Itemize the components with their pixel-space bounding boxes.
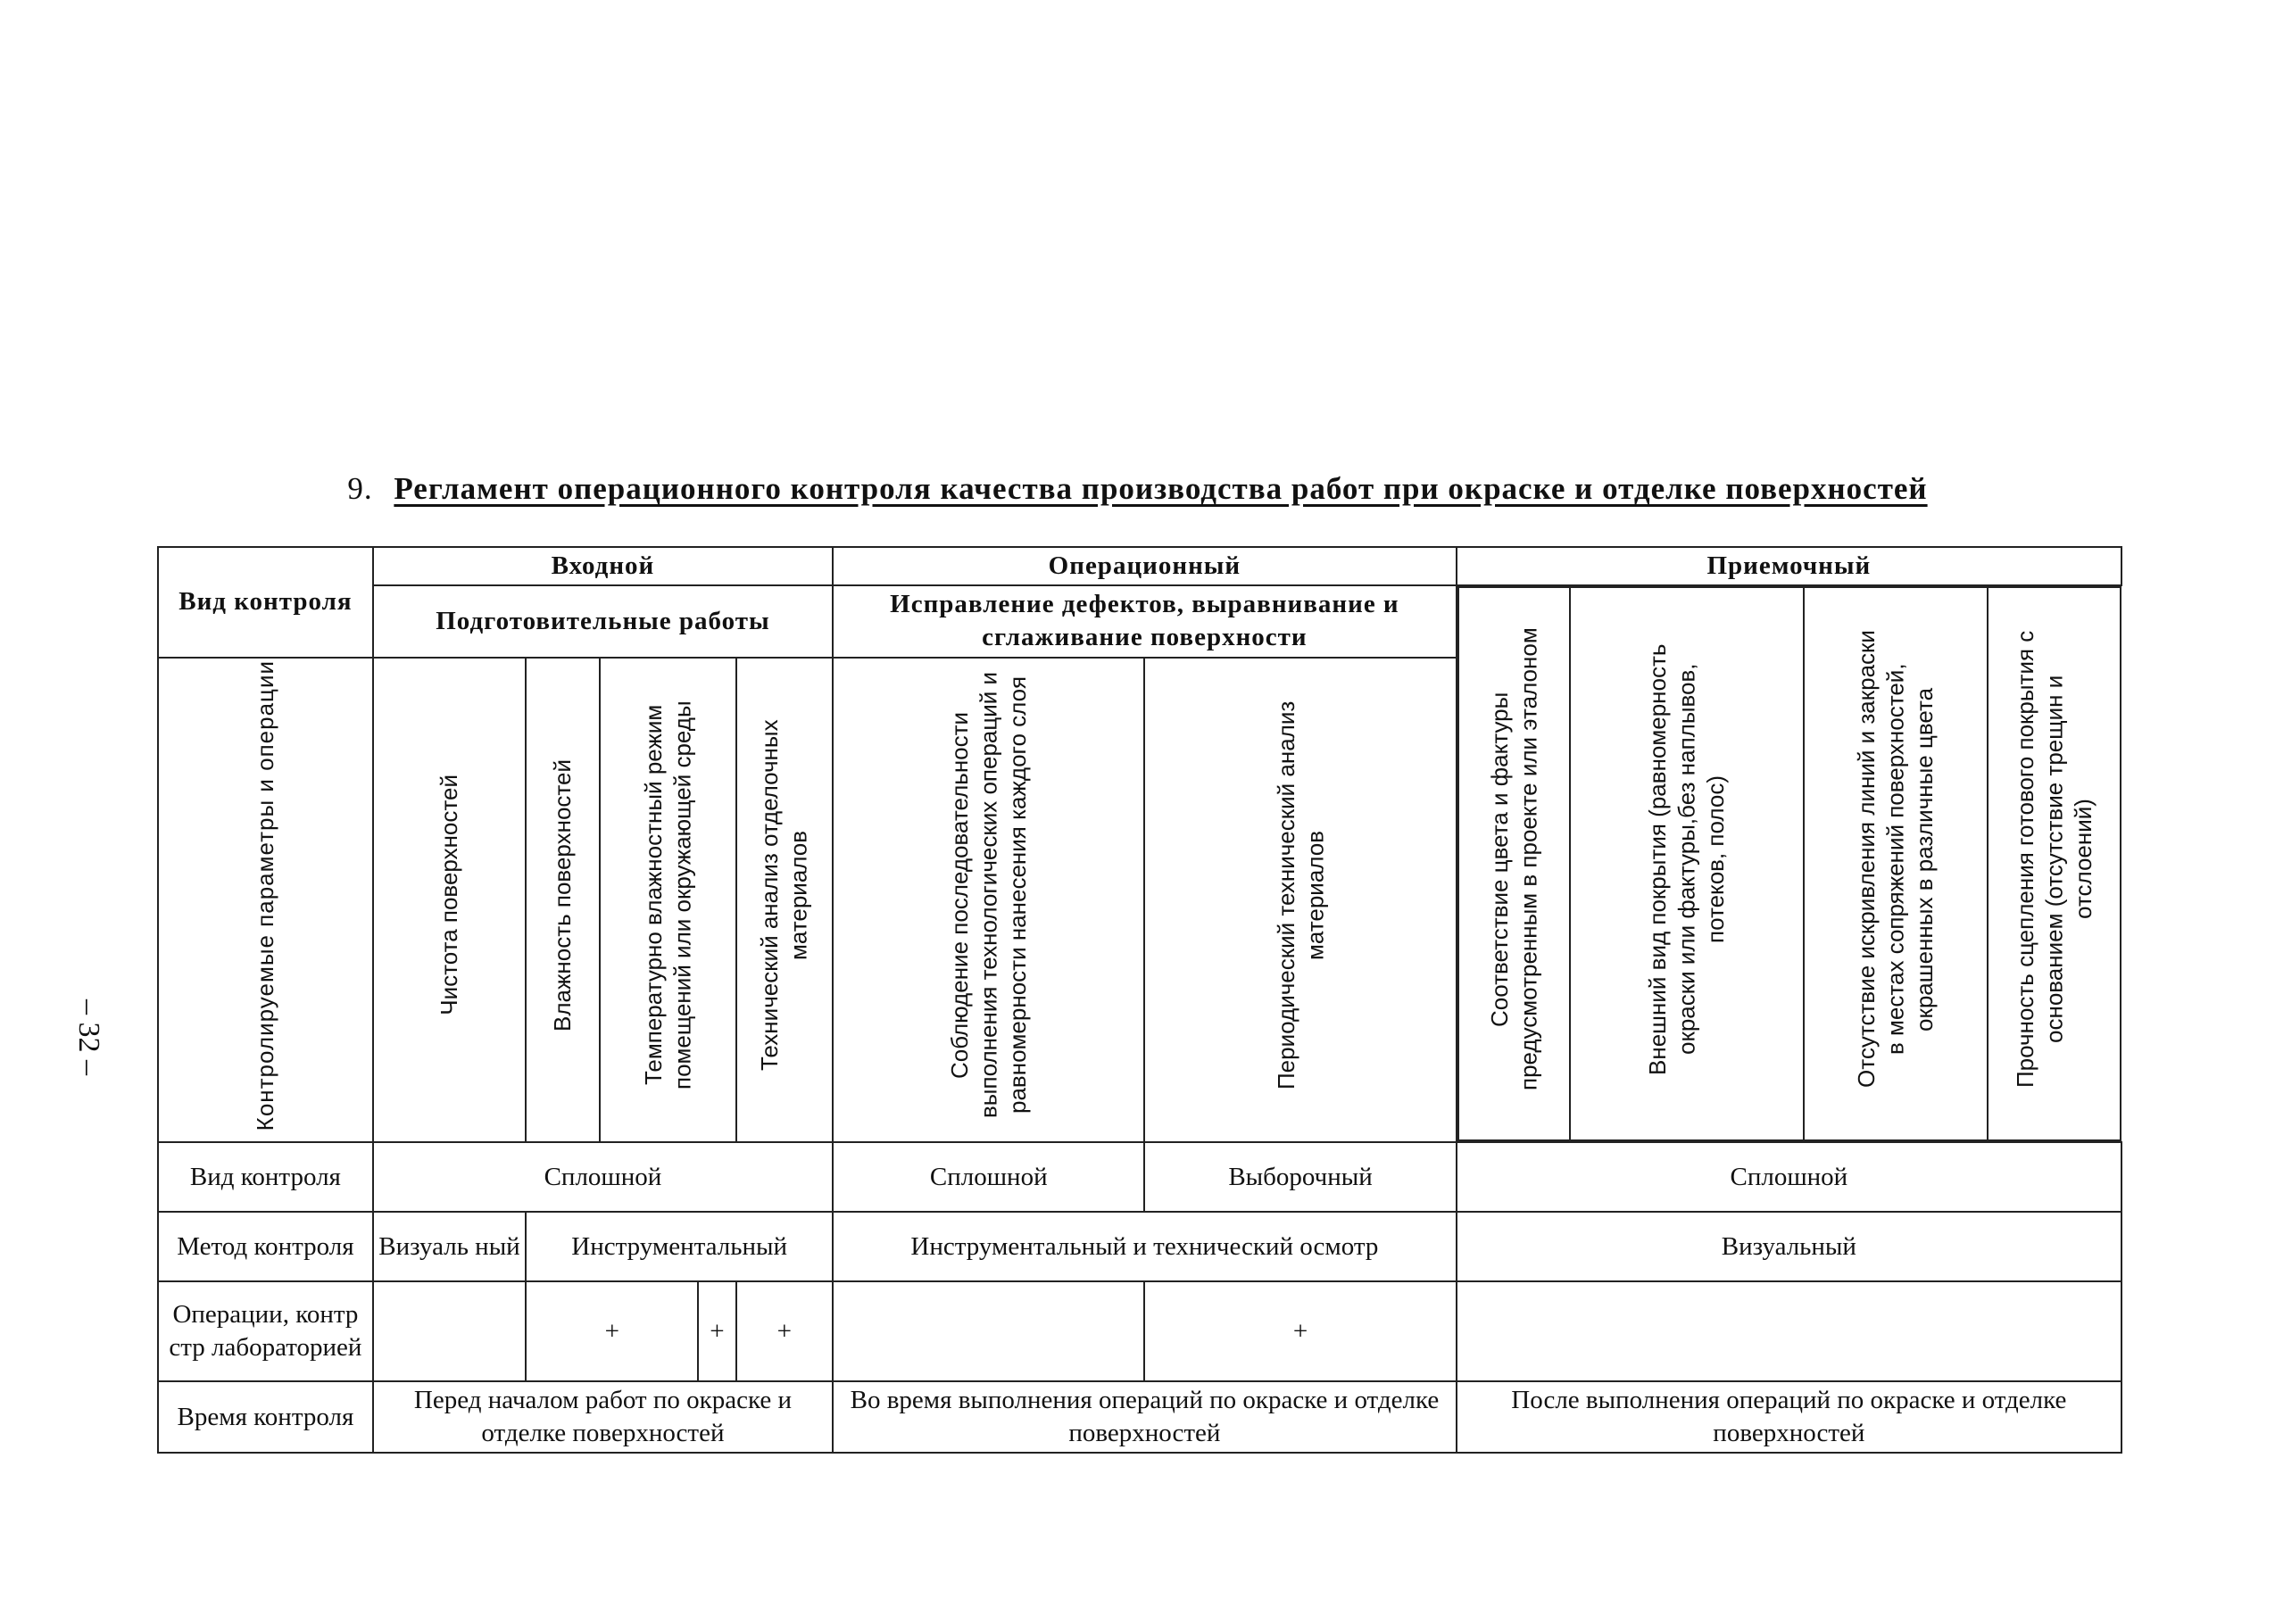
lab-op-temperature: + bbox=[698, 1281, 735, 1381]
control-time-during: Во время выполнения операций по окраске и отделке поверхностей bbox=[833, 1381, 1457, 1453]
control-kind-operational-2: Выборочный bbox=[1144, 1142, 1456, 1212]
param-sequence: Соблюдение последовательности выполнения технологических операций и равномерности нанесения каждого слоя bbox=[833, 658, 1144, 1143]
control-method-visual: Визуаль ный bbox=[373, 1212, 526, 1281]
stage-input: Входной bbox=[373, 547, 833, 585]
row-label-control-method: Метод контроля bbox=[158, 1212, 373, 1281]
row-label-lab-operations: Операции, контр стр лабораторией bbox=[158, 1281, 373, 1381]
control-time-before: Перед началом работ по окраске и отделке поверхностей bbox=[373, 1381, 833, 1453]
document-title bbox=[0, 471, 2275, 507]
param-humidity: Влажность поверхностей bbox=[526, 658, 599, 1143]
row-label-control-time: Время контроля bbox=[158, 1381, 373, 1453]
control-method-instrumental-technical: Инструментальный и технический осмотр bbox=[833, 1212, 1457, 1281]
control-method-acceptance: Визуальный bbox=[1457, 1212, 2121, 1281]
lab-op-acceptance bbox=[1457, 1281, 2121, 1381]
param-temperature: Температурно влажностный режим помещений или окружающей среды bbox=[600, 658, 736, 1143]
control-method-instrumental: Инструментальный bbox=[526, 1212, 833, 1281]
param-analysis: Технический анализ отделочных материалов bbox=[736, 658, 834, 1143]
title-text: Регламент операционного контроля качества производства работ при окраске и отделке поверхностей bbox=[394, 471, 1928, 506]
control-kind-input: Сплошной bbox=[373, 1142, 833, 1212]
control-time-after: После выполнения операций по окраске и отделке поверхностей bbox=[1457, 1381, 2121, 1453]
row-label-control-type-header: Вид контроля bbox=[158, 547, 373, 658]
stage-acceptance: Приемочный bbox=[1457, 547, 2121, 585]
param-adhesion: Прочность сцепления готового покрытия с основанием (отсутствие трещин и отслоений) bbox=[1988, 587, 2121, 1140]
lab-op-cleanliness bbox=[373, 1281, 526, 1381]
page-number: – 32 – bbox=[72, 999, 105, 1075]
param-cleanliness: Чистота поверхностей bbox=[373, 658, 526, 1143]
acceptance-parameters bbox=[1457, 586, 2121, 1141]
param-color-texture: Соответствие цвета и фактуры предусмотренным в проекте или эталоном bbox=[1458, 587, 1570, 1140]
lab-op-analysis: + bbox=[736, 1281, 834, 1381]
substage-preparatory: Подготовительные работы bbox=[373, 585, 833, 657]
substage-correction: Исправление дефектов, выравнивание и сглаживание поверхности bbox=[833, 585, 1457, 657]
title-number: 9. bbox=[347, 471, 373, 506]
param-appearance: Внешний вид покрытия (равномерность окраски или фактуры,без наплывов, потеков, полос) bbox=[1570, 587, 1803, 1140]
lab-op-periodic: + bbox=[1144, 1281, 1456, 1381]
row-label-parameters: Контролируемые параметры и операции bbox=[158, 658, 373, 1143]
param-lines: Отсутствие искривления линий и закраски в местах сопряжений поверхностей, окрашенных в различные цвета bbox=[1804, 587, 1988, 1140]
row-label-control-kind: Вид контроля bbox=[158, 1142, 373, 1212]
param-periodic: Периодический технический анализ материалов bbox=[1144, 658, 1456, 1143]
lab-op-humidity: + bbox=[526, 1281, 698, 1381]
control-kind-operational-1: Сплошной bbox=[833, 1142, 1144, 1212]
acceptance-parameters-cell bbox=[1457, 585, 2121, 1142]
quality-control-table bbox=[157, 546, 2122, 1454]
lab-op-sequence bbox=[833, 1281, 1144, 1381]
stage-operational: Операционный bbox=[833, 547, 1457, 585]
control-kind-acceptance: Сплошной bbox=[1457, 1142, 2121, 1212]
